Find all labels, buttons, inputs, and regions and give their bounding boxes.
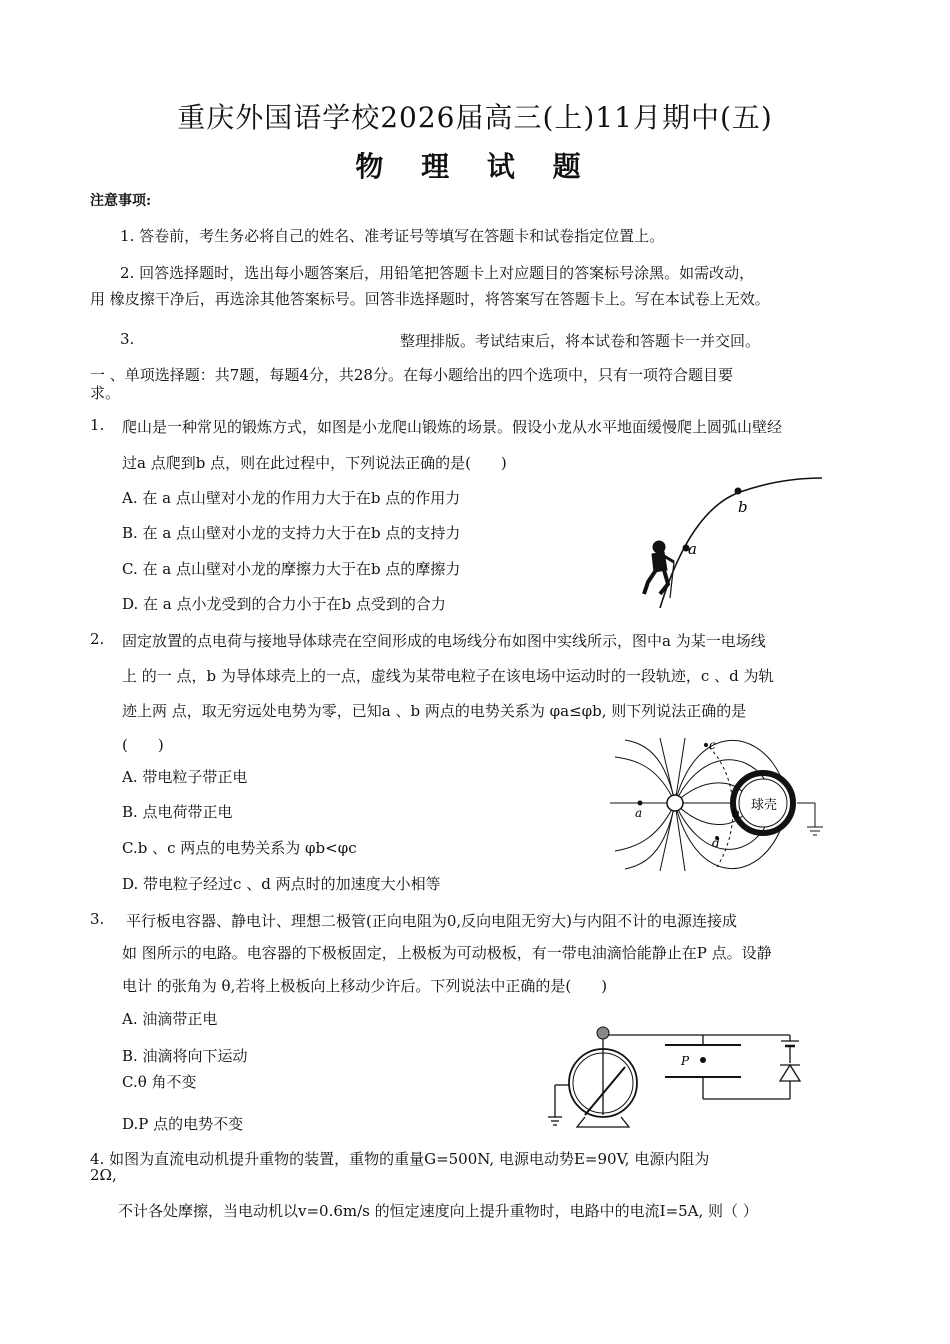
q3-stem-line1: 平行板电容器、静电计、理想二极管(正向电阻为0,反向电阻无穷大)与内阻不计的电源连接成: [126, 912, 738, 930]
q3-stem-line3: 电计 的张角为 θ,若将上极板向上移动少许后。下列说法中正确的是( ): [122, 977, 608, 995]
q2-option-a: A. 带电粒子带正电: [122, 768, 248, 786]
q4-stem-line1: 4. 如图为直流电动机提升重物的装置，重物的重量G=500N, 电源电动势E=90V, 电源内阻为: [90, 1150, 710, 1168]
fig-label-a: a: [635, 806, 643, 820]
q2-option-d: D. 带电粒子经过c 、d 两点时的加速度大小相等: [122, 875, 441, 893]
oil-drop-p: [700, 1057, 706, 1063]
q3-option-b: B. 油滴将向下运动: [122, 1047, 248, 1065]
q4-stem-line2: 2Ω,: [90, 1166, 117, 1184]
q2-field-figure: [605, 735, 830, 875]
point-charge: [667, 795, 683, 811]
notes-heading: 注意事项:: [90, 193, 152, 209]
q3-circuit-figure: [545, 1015, 815, 1135]
q1-option-c: C. 在 a 点山壁对小龙的摩擦力大于在b 点的摩擦力: [122, 560, 461, 578]
q1-stem-line2: 过a 点爬到b 点，则在此过程中，下列说法正确的是( ): [122, 454, 507, 472]
q3-option-a: A. 油滴带正电: [122, 1010, 218, 1028]
point-a-label: a: [688, 540, 697, 558]
fig-label-p: P: [681, 1054, 690, 1068]
exam-title: 重庆外国语学校2026届高三(上)11月期中(五): [177, 101, 773, 134]
fig-label-d: d: [712, 836, 720, 850]
q3-number: 3.: [90, 910, 105, 928]
exam-subtitle: 物 理 试 题: [355, 150, 595, 183]
note-3-text: 整理排版。考试结束后，将本试卷和答题卡一并交回。: [400, 332, 761, 350]
fig-label-c: c: [709, 738, 716, 752]
electrometer-knob: [597, 1027, 609, 1039]
q4-stem-line3: 不计各处摩擦，当电动机以v=0.6m/s 的恒定速度向上提升重物时，电路中的电流I=5A, 则（ ）: [118, 1202, 758, 1220]
q2-number: 2.: [90, 630, 105, 648]
q1-option-a: A. 在 a 点山壁对小龙的作用力大于在b 点的作用力: [122, 489, 461, 507]
section-heading-line1: 一 、单项选择题：共7题，每题4分，共28分。在每小题给出的四个选项中，只有一项符合题目要: [90, 366, 733, 384]
q2-stem-line4: ( ): [122, 736, 164, 754]
note-2-line1: 2. 回答选择题时，选出每小题答案后，用铅笔把答题卡上对应题目的答案标号涂黑。如需改动，: [120, 264, 755, 282]
q2-stem-line1: 固定放置的点电荷与接地导体球壳在空间形成的电场线分布如图中实线所示，图中a 为某一电场线: [122, 632, 766, 650]
point-b-label: b: [738, 498, 748, 516]
q3-stem-line2: 如 图所示的电路。电容器的下极板固定，上极板为可动极板，有一带电油滴恰能静止在P 点。设静: [122, 944, 772, 962]
q1-climbing-figure: [630, 470, 830, 610]
note-3-number: 3.: [120, 330, 135, 348]
q2-option-c: C.b 、c 两点的电势关系为 φb<φc: [122, 839, 357, 857]
q2-option-b: B. 点电荷带正电: [122, 803, 233, 821]
q1-stem-line1: 爬山是一种常见的锻炼方式，如图是小龙爬山锻炼的场景。假设小龙从水平地面缓慢爬上圆弧山壁经: [122, 418, 783, 436]
q1-option-d: D. 在 a 点小龙受到的合力小于在b 点受到的合力: [122, 595, 446, 613]
q2-stem-line2: 上 的一 点，b 为导体球壳上的一点，虚线为某带电粒子在该电场中运动时的一段轨迹，c 、d 为轨: [122, 667, 774, 685]
note-2-line2: 用 橡皮擦干净后，再选涂其他答案标号。回答非选择题时，将答案写在答题卡上。写在本试卷上无效。: [90, 290, 770, 308]
q1-option-b: B. 在 a 点山壁对小龙的支持力大于在b 点的支持力: [122, 524, 461, 542]
q3-option-d: D.P 点的电势不变: [122, 1115, 244, 1133]
q2-stem-line3: 迹上两 点，取无穷远处电势为零，已知a 、b 两点的电势关系为 φa≤φb, 则下列说法正确的是: [122, 702, 747, 720]
climber-silhouette: [644, 541, 674, 598]
point-b-dot: [735, 488, 742, 495]
q1-number: 1.: [90, 416, 105, 434]
q3-option-c: C.θ 角不变: [122, 1073, 197, 1091]
section-heading-line2: 求。: [90, 384, 121, 402]
fig-label-shell: 球壳: [751, 798, 778, 813]
fig-label-b: b: [732, 806, 740, 820]
note-1: 1. 答卷前，考生务必将自己的姓名、准考证号等填写在答题卡和试卷指定位置上。: [120, 227, 665, 245]
